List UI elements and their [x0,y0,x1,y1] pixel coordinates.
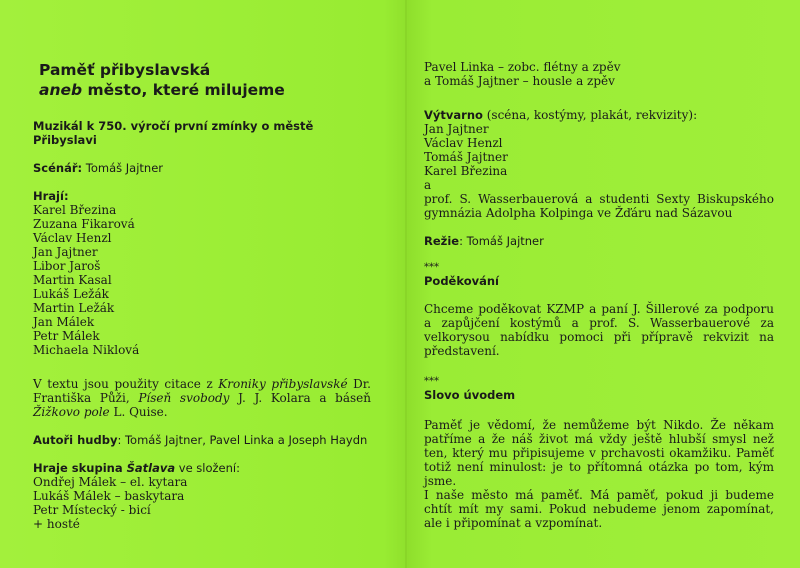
title-line-1: Paměť přibyslavská [39,61,211,79]
cast-member: Jan Jajtner [33,245,98,259]
cast-label: Hrají: [33,189,69,203]
band-label-1: Hraje skupina [33,461,127,475]
band-label-2: ve složení: [175,461,240,475]
cast-member: Martin Ležák [33,301,115,315]
title-line-2-rest: město, které milujeme [82,81,285,99]
art-extra: prof. S. Wasserbauerová a studenti Sexty Biskupského gymnázia Adolpha Kolpinga ve Žďáru nad Sázavou [424,192,774,220]
art-person: Jan Jajtner [424,122,489,136]
citations-text-3: J. J. Kolara a báseň [229,391,372,405]
scenar-row [33,161,371,175]
band-section [33,461,371,531]
scenar-value: Tomáš Jajtner [82,161,164,175]
music-authors-label: Autoři hudby [33,433,118,447]
citation-pisen: Píseň svobody [138,391,230,405]
cast-member: Martin Kasal [33,273,112,287]
thanks-text: Chceme poděkovat KZMP a paní J. Šillerové za podporu a zapůjčení kostýmů a prof. S. Wasserbauerové za velkorysou nabídku pomoci při přípravě rekvizit na představení. [424,302,774,358]
cast-section [33,189,371,357]
citation-kroniky: Kroniky přibyslavské [218,377,348,391]
title-aneb: aneb [39,81,83,99]
separator-stars: *** [424,262,439,273]
scenar-label: Scénář: [33,161,83,175]
director-value: : Tomáš Jajtner [459,234,544,248]
intro-paragraph-1: Paměť je vědomí, že nemůžeme být Nikdo. Že někam patříme a že náš život má vždy ještě hlubší smysl než ten, který mu připisujeme v prchavosti okamžiku. Paměť totiž není minulost: je to přítomná otázka po tom, kým jsme. [424,418,774,488]
program-subtitle: Muzikál k 750. výročí první zmínky o městě Přibyslavi [33,119,314,147]
cast-member: Zuzana Fikarová [33,217,135,231]
art-person: Tomáš Jajtner [424,150,508,164]
art-note: (scéna, kostýmy, plakát, rekvizity): [482,108,698,122]
separator-stars: *** [424,376,439,387]
art-heading [424,108,774,122]
citations-paragraph [33,377,371,419]
art-section [424,108,774,220]
musicians-section [424,60,774,88]
program-title [39,60,371,100]
cast-member: Petr Málek [33,329,100,343]
left-page [33,60,371,531]
band-heading [33,461,371,475]
band-member: Lukáš Málek – baskytara [33,489,185,503]
cast-member: Jan Málek [33,315,95,329]
thanks-heading: Poděkování [424,274,499,288]
cast-member: Lukáš Ležák [33,287,109,301]
citations-text-1: V textu jsou použity citace z [33,377,219,391]
title-line-2 [39,80,371,100]
art-label: Výtvarno [424,108,483,122]
art-person: Karel Březina [424,164,508,178]
fold-line [405,0,407,568]
citations-text-2: Dr. Františka Půži, [33,377,371,405]
art-person: a [424,178,432,192]
cast-member: Karel Březina [33,203,117,217]
cast-member: Libor Jaroš [33,259,101,273]
cast-member: Michaela Niklová [33,343,140,357]
music-authors-row [33,433,371,447]
citations-text-4: L. Quise. [109,405,168,419]
citation-zizkovo: Žižkovo pole [33,405,110,419]
band-member: Petr Místecký - bicí [33,503,151,517]
music-authors-value: : Tomáš Jajtner, Pavel Linka a Joseph Haydn [117,433,368,447]
director-label: Režie [424,234,460,248]
intro-paragraph-2: I naše město má paměť. Má paměť, pokud ji budeme chtít mít my sami. Pokud nebudeme jenom zapomínat, ale i připomínat a vzpomínat. [424,488,774,530]
art-person: Václav Henzl [424,136,503,150]
cast-member: Václav Henzl [33,231,112,245]
musician-line: Pavel Linka – zobc. flétny a zpěv [424,60,621,74]
right-page [424,60,774,530]
band-name: Šatlava [126,461,176,475]
intro-heading: Slovo úvodem [424,388,516,402]
band-member: Ondřej Málek – el. kytara [33,475,188,489]
musician-line: a Tomáš Jajtner – housle a zpěv [424,74,615,88]
director-row [424,234,774,248]
band-member: + hosté [33,517,80,531]
